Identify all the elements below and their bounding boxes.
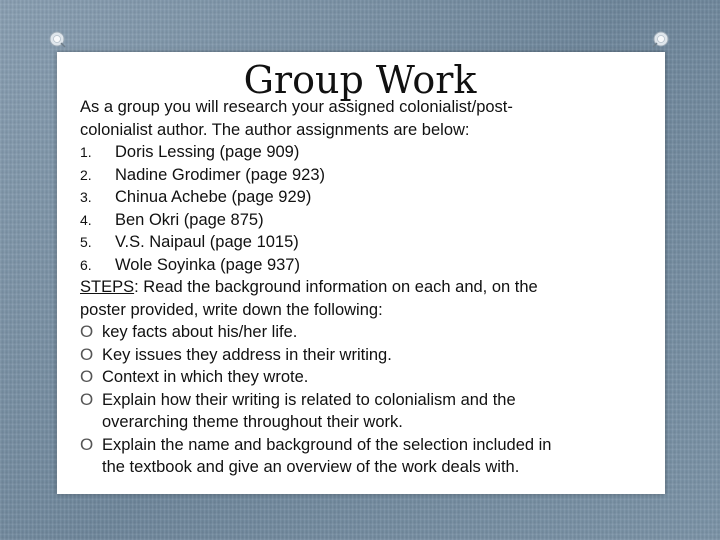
bullet-item <box>80 389 640 412</box>
bullet-marker: O <box>80 322 94 341</box>
author-item <box>80 141 640 164</box>
steps-line: poster provided, write down the following: <box>80 300 383 319</box>
author-text: Wole Soyinka (page 937) <box>115 255 300 274</box>
bullet-marker: O <box>80 367 94 386</box>
bullet-continuation: the textbook and give an overview of the work deals with. <box>102 458 520 476</box>
slide-title: Group Work <box>243 58 477 102</box>
pushpin-icon <box>652 30 670 48</box>
slide-body <box>80 96 640 479</box>
item-number: 6. <box>80 256 92 273</box>
author-item <box>80 186 640 209</box>
bullet-marker: O <box>80 389 94 409</box>
item-number: 3. <box>80 189 92 205</box>
bullet-text: Key issues they address in their writing. <box>102 345 392 364</box>
author-item <box>80 231 640 254</box>
pushpin-icon <box>48 30 66 48</box>
author-text: Chinua Achebe (page 929) <box>115 188 312 206</box>
bullet-text: Explain the name and background of the selection included in <box>102 435 552 454</box>
bullet-item <box>80 344 640 367</box>
bullet-marker: O <box>80 434 94 454</box>
author-item <box>80 209 640 232</box>
author-item <box>80 254 640 277</box>
author-text: Doris Lessing (page 909) <box>115 143 300 161</box>
steps-line <box>80 276 640 299</box>
intro-line: colonialist author. The author assignments are below: <box>80 120 470 139</box>
steps-label: STEPS <box>80 278 135 296</box>
bullet-text: Explain how their writing is related to colonialism and the <box>102 390 516 409</box>
bullet-marker: O <box>80 344 94 364</box>
item-number: 4. <box>80 211 92 228</box>
author-text: V.S. Naipaul (page 1015) <box>115 233 299 251</box>
bullet-text: Context in which they wrote. <box>102 368 309 386</box>
author-text: Nadine Grodimer (page 923) <box>115 165 326 184</box>
author-text: Ben Okri (page 875) <box>115 210 264 229</box>
intro-line: As a group you will research your assigned colonialist/post- <box>80 98 513 116</box>
author-item <box>80 164 640 187</box>
bullet-text: key facts about his/her life. <box>102 323 298 341</box>
item-number: 2. <box>80 166 92 183</box>
bullet-item <box>80 434 640 457</box>
bullet-continuation: overarching theme throughout their work. <box>102 413 403 431</box>
steps-text: : Read the background information on each and, on the <box>134 278 538 296</box>
item-number: 5. <box>80 234 92 250</box>
bullet-item <box>80 366 640 389</box>
item-number: 1. <box>80 144 92 160</box>
bullet-item <box>80 321 640 344</box>
